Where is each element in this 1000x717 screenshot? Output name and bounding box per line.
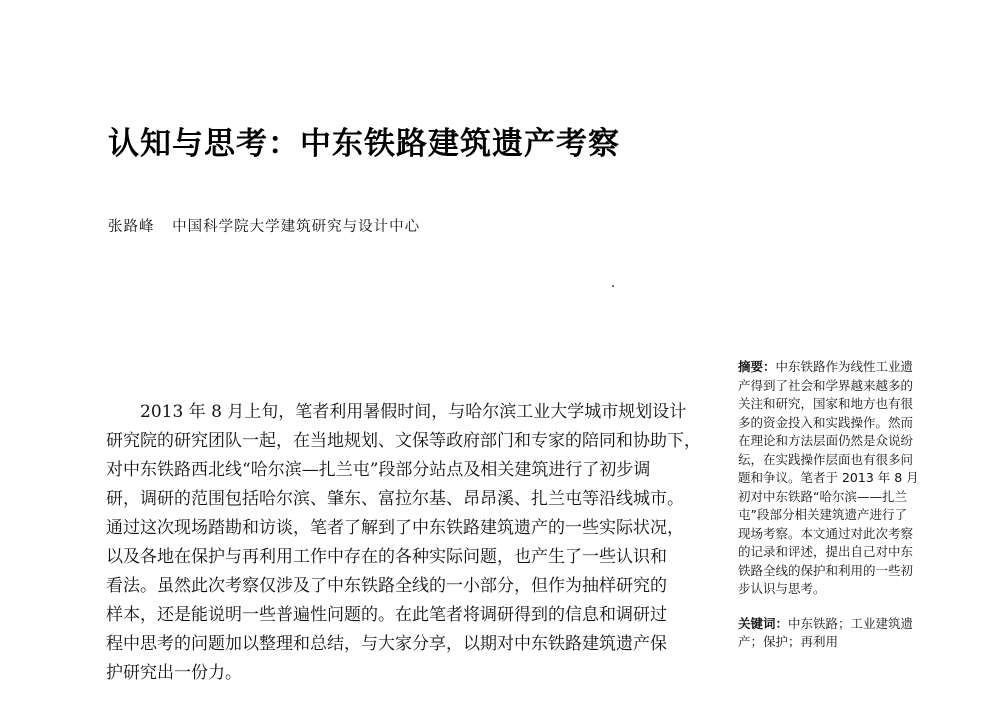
body-line: 看法。虽然此次考察仅涉及了中东铁路全线的一小部分，但作为抽样研究的 (106, 576, 667, 596)
body-line: 样本，还是能说明一些普遍性问题的。在此笔者将调研得到的信息和调研过 (106, 605, 667, 625)
author-affiliation: 中国科学院大学建筑研究与设计中心 (172, 219, 421, 235)
keywords-text: 中东铁路；工业建筑遗 (788, 615, 914, 631)
abstract-line: 产得到了社会和学界越来越多的 (738, 377, 914, 393)
body-line: 对中东铁路西北线“哈尔滨—扎兰屯”段部分站点及相关建筑进行了初步调 (106, 460, 651, 480)
body-line: 研究院的研究团队一起，在当地规划、文保等政府部门和专家的陪同和协助下， (106, 431, 701, 451)
keywords-line: 产；保护；再利用 (738, 634, 839, 649)
body-line: 研，调研的范围包括哈尔滨、肇东、富拉尔基、昂昂溪、扎兰屯等沿线城市。 (106, 489, 684, 509)
abstract-line: 题和争议。笔者于 2013 年 8 月 (738, 470, 919, 485)
abstract-line: 屯”段部分相关建筑遗产进行了 (738, 507, 907, 522)
abstract-line: 多的资金投入和实践操作。然而 (738, 414, 914, 430)
abstract-line: 的记录和评述，提出自己对中东 (738, 544, 914, 559)
abstract-line: 步认识与思考。 (738, 581, 826, 596)
body-line: 以及各地在保护与再利用工作中存在的各种实际问题，也产生了一些认识和 (106, 547, 667, 567)
body-line: 通过这次现场踏勘和访谈，笔者了解到了中东铁路建筑遗产的一些实际状况， (106, 518, 684, 538)
byline (108, 215, 420, 236)
abstract-line: 纭，在实践操作层面也有很多问 (738, 451, 914, 467)
print-speck (612, 285, 614, 287)
article-title: 认知与思考：中东铁路建筑遗产考察 (108, 126, 620, 162)
abstract-line: 关注和研究，国家和地方也有很 (738, 396, 914, 411)
keywords-block (738, 615, 948, 652)
body-paragraph (106, 398, 718, 688)
abstract-block (738, 358, 948, 599)
keywords-label: 关键词： (738, 615, 789, 631)
abstract-line (738, 358, 948, 377)
abstract-line: 铁路全线的保护和利用的一些初 (738, 562, 914, 578)
abstract-sidebar (738, 358, 948, 652)
abstract-text: 中东铁路作为线性工业遗 (775, 359, 914, 374)
keywords-line (738, 615, 948, 634)
author-name: 张路峰 (108, 219, 155, 235)
abstract-line: 初对中东铁路“哈尔滨——扎兰 (738, 488, 907, 504)
body-line: 护研究出一份力。 (106, 663, 242, 683)
body-line: 2013 年 8 月上旬，笔者利用暑假时间，与哈尔滨工业大学城市规划设计 (106, 402, 687, 422)
body-line: 程中思考的问题加以整理和总结，与大家分享，以期对中东铁路建筑遗产保 (106, 634, 667, 654)
abstract-line: 现场考察。本文通过对此次考察 (738, 525, 914, 541)
abstract-label: 摘要： (738, 359, 776, 374)
abstract-line: 在理论和方法层面仍然是众说纷 (738, 433, 914, 448)
